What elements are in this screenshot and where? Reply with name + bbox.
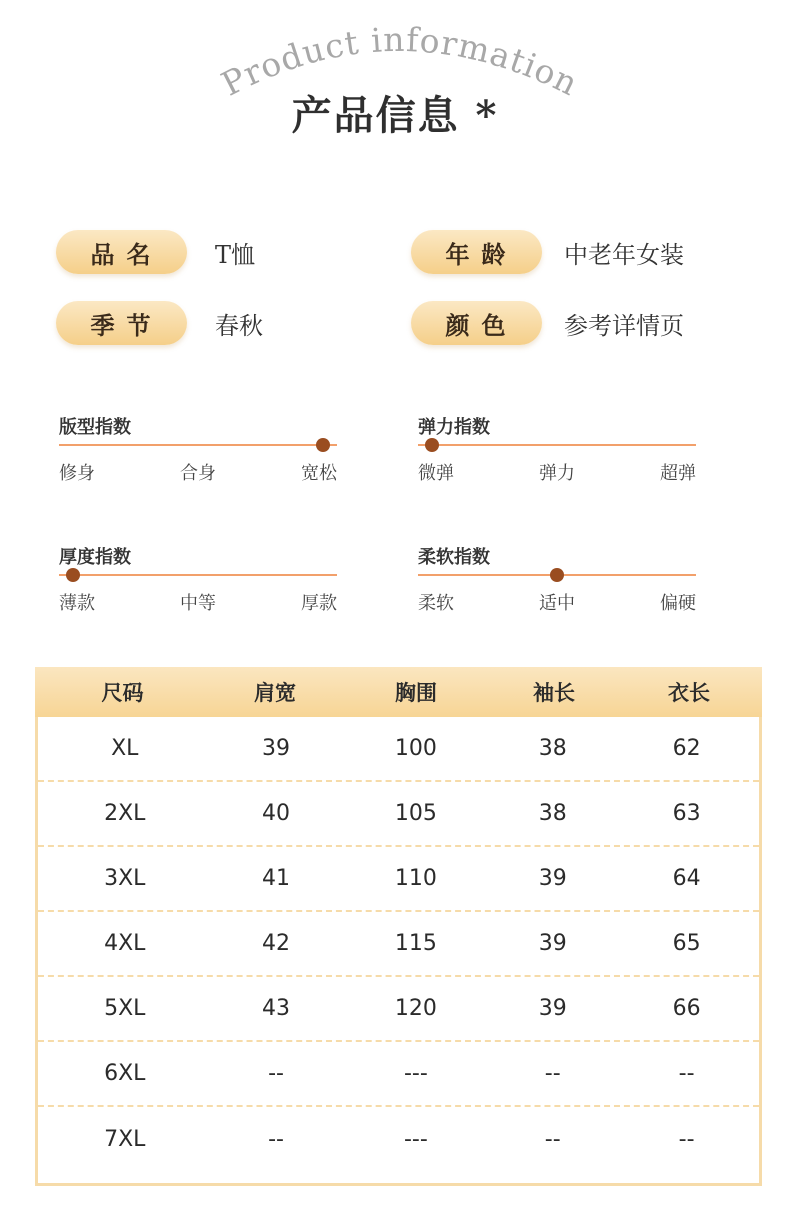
table-cell: 6XL [104,1061,146,1086]
info-value: 参考详情页 [564,311,684,340]
info-color [411,301,684,345]
index-track [418,444,696,446]
table-cell: -- [268,1127,284,1152]
subtitle-en: Product information [215,19,585,104]
table-cell: 38 [538,801,567,826]
table-cell: 39 [538,996,567,1021]
table-cell: 115 [394,931,437,956]
table-cell: 38 [538,736,567,761]
table-cell: 4XL [104,931,146,956]
index-label: 薄款 [59,593,95,614]
info-season [56,301,263,345]
index-track [59,574,337,576]
table-cell: 42 [262,931,291,956]
table-cell: -- [678,1127,695,1152]
index-title: 弹力指数 [418,417,490,438]
info-label-pill: 品名 [56,230,187,274]
table-cell: -- [544,1061,561,1086]
table-cell: 3XL [104,866,146,891]
table-cell: --- [403,1061,428,1086]
table-row [38,977,759,1042]
table-cell: 64 [672,866,701,891]
table-cell: 63 [672,801,701,826]
index-thickness [59,543,337,623]
table-cell: -- [544,1127,561,1152]
info-product-name [56,230,255,274]
index-label: 偏硬 [660,593,696,614]
index-label: 合身 [180,463,216,484]
index-title: 版型指数 [59,417,131,438]
index-marker [66,568,80,582]
table-body [38,717,759,1172]
index-softness [418,543,696,623]
table-cell: 66 [672,996,701,1021]
header-sleeve: 袖长 [533,681,575,705]
table-cell: 41 [262,866,291,891]
index-marker [425,438,439,452]
table-cell: -- [268,1061,284,1086]
size-table [35,667,762,1186]
info-label-pill: 年龄 [411,230,542,274]
table-cell: 65 [672,931,701,956]
table-cell: 43 [262,996,291,1021]
info-value: 中老年女装 [564,240,684,269]
info-value: 春秋 [215,311,263,340]
index-label: 中等 [180,593,216,614]
table-row [38,1107,759,1172]
table-cell: XL [111,736,139,761]
index-label: 适中 [539,593,575,614]
table-cell: 62 [672,736,701,761]
index-label: 超弹 [660,463,696,484]
index-fit [59,413,337,493]
index-elasticity [418,413,696,493]
info-label-pill: 季节 [56,301,187,345]
header-size: 尺码 [101,681,144,705]
table-row [38,782,759,847]
table-cell: 39 [262,736,291,761]
header-length: 衣长 [668,681,710,705]
table-row [38,1042,759,1107]
index-marker [550,568,564,582]
table-cell: 100 [394,736,437,761]
index-label: 微弹 [418,463,454,484]
table-cell: 5XL [104,996,146,1021]
table-cell: 105 [394,801,437,826]
index-title: 厚度指数 [59,547,131,568]
page-title: 产品信息 * [291,92,499,139]
table-cell: 40 [262,801,291,826]
table-header [35,667,762,717]
index-label: 厚款 [301,593,337,614]
header-shoulder: 肩宽 [254,681,296,705]
table-cell: 7XL [104,1127,146,1152]
index-label: 宽松 [301,463,337,484]
table-cell: 2XL [104,801,146,826]
index-marker [316,438,330,452]
info-age [411,230,684,274]
index-label: 弹力 [539,463,575,484]
index-label: 柔软 [418,593,454,614]
table-cell: 120 [394,996,437,1021]
header-chest: 胸围 [395,681,437,705]
table-row [38,717,759,782]
table-cell: 110 [394,866,437,891]
index-title: 柔软指数 [418,547,490,568]
table-row [38,847,759,912]
index-label: 修身 [59,463,95,484]
table-cell: 39 [538,931,567,956]
index-track [59,444,337,446]
info-value: T恤 [215,240,256,269]
table-cell: --- [403,1127,428,1152]
table-row [38,912,759,977]
table-cell: -- [678,1061,695,1086]
table-cell: 39 [538,866,567,891]
info-label-pill: 颜色 [411,301,542,345]
